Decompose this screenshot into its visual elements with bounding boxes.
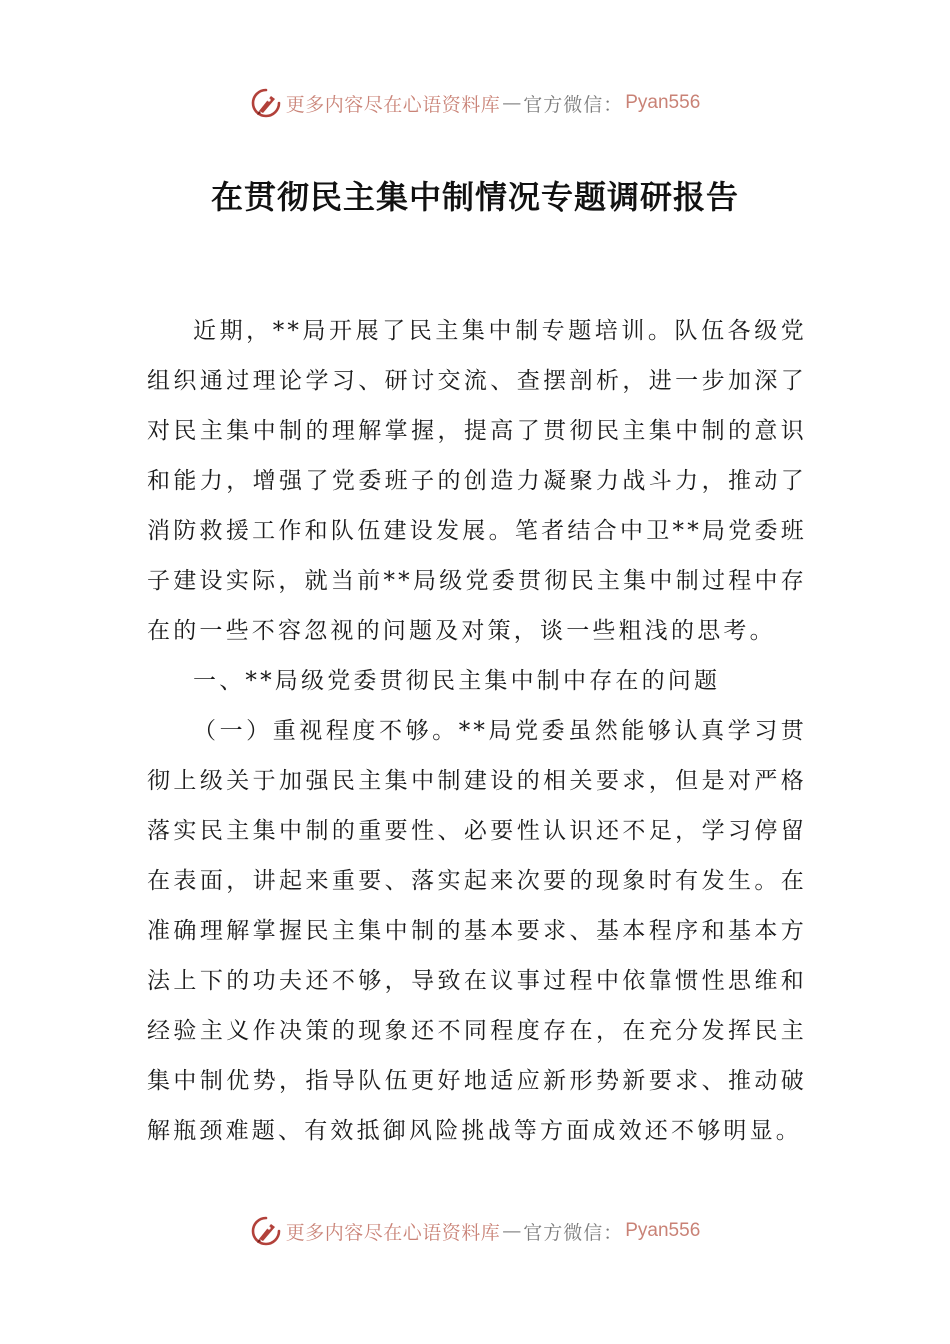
watermark-separator: — xyxy=(502,92,522,114)
watermark-separator: — xyxy=(502,1220,522,1242)
watermark-wechat-id: Pyan556 xyxy=(625,92,701,113)
watermark-banner-top xyxy=(0,83,950,123)
watermark-text: 更多内容尽在心语资料库 xyxy=(285,1221,501,1244)
section-heading: 一、**局级党委贯彻民主集中制中存在的问题 xyxy=(193,668,721,694)
watermark-wechat-id: Pyan556 xyxy=(625,1220,701,1241)
watermark-wechat-label: 官方微信： xyxy=(523,1221,624,1244)
pen-nib-circle-icon xyxy=(250,1215,282,1247)
document-title: 在贯彻民主集中制情况专题调研报告 xyxy=(210,178,739,216)
pen-nib-circle-icon xyxy=(250,87,282,119)
watermark-wechat-label: 官方微信： xyxy=(523,93,624,116)
paragraph-issue-1: （一）重视程度不够。**局党委虽然能够认真学习贯彻上级关于加强民主集中制建设的相关要求，但是对严格落实民主集中制的重要性、必要性认识还不足，学习停留在表面，讲起来重要、落实起来次要的现象时有发生。在准确理解掌握民主集中制的基本要求、基本程序和基本方法上下的功夫还不够，导致在议事过程中依靠惯性思维和经验主义作决策的现象还不同程度存在，在充分发挥民主集中制优势，指导队伍更好地适应新形势新要求、推动破解瓶颈难题、有效抵御风险挑战等方面成效还不够明显。 xyxy=(147,718,807,1144)
paragraph-intro: 近期，**局开展了民主集中制专题培训。队伍各级党组织通过理论学习、研讨交流、查摆剖析，进一步加深了对民主集中制的理解掌握，提高了贯彻民主集中制的意识和能力，增强了党委班子的创造力凝聚力战斗力，推动了消防救援工作和队伍建设发展。笔者结合中卫**局党委班子建设实际，就当前**局级党委贯彻民主集中制过程中存在的一些不容忽视的问题及对策，谈一些粗浅的思考。 xyxy=(147,318,807,644)
watermark-text: 更多内容尽在心语资料库 xyxy=(285,93,501,116)
watermark-banner-bottom xyxy=(0,1211,950,1251)
document-body xyxy=(147,306,807,1156)
